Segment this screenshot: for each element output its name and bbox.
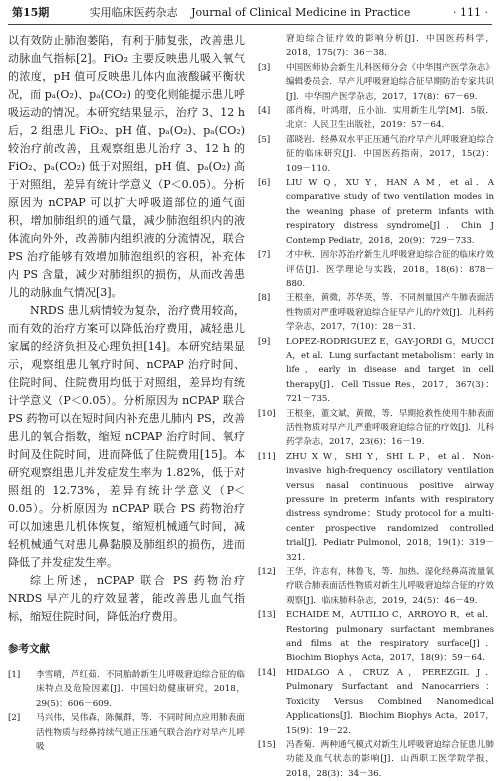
reference-text: 中国医师协会新生儿科医师分会《中华围产医学杂志》编辑委员会．早产儿呼吸窘迫综合征早期防治专家共识[J]．中华围产医学杂志，2017，17(8)：67－69. [286, 62, 494, 102]
reference-number: [9] [258, 336, 271, 347]
reference-text: 才中秋．固尔苏治疗新生儿呼吸窘迫综合征的临床疗效评估[J]．医学理论与实践，2018，18(6)：878－880. [286, 250, 494, 289]
reference-number: [11] [258, 451, 276, 462]
reference-text: LIU W Q，XU Y，HAN A M，et al．A comparative study of two ventilation modes in the weaning phase of preterm infants with respiratory distress syndrome[J]．Chin J Contemp Pediatr，2018，20(9)：729－733. [286, 178, 494, 246]
reference-item [258, 61, 494, 104]
reference-number: [12] [258, 567, 276, 578]
reference-number: [13] [258, 610, 276, 621]
reference-item [258, 32, 494, 61]
reference-text: 李雪晴，芦红茹．不同胎龄新生儿呼吸窘迫综合征的临床特点及危险因素[J]．中国妇幼健康研究，2018，29(5)：606－609. [36, 670, 245, 709]
reference-number: [8] [258, 293, 271, 304]
reference-number: [15] [258, 739, 276, 750]
reference-number: [2] [8, 713, 21, 724]
reference-number: [7] [258, 250, 271, 261]
reference-text: HIDALGO A，CRUZ A，PEREZGIL J．Pulmonary Surfactant and Nanocarriers：Toxicity Versus Combined Nanomedical Applications[J]．Biochim Biophys Acta，2017，15(9)：19－22. [286, 667, 494, 736]
reference-number: [10] [258, 408, 276, 419]
reference-text: 窘迫综合征疗效的影响分析[J]．中国医药科学，2018，175(7)：36－38. [286, 34, 494, 59]
reference-item [258, 565, 494, 608]
reference-number: [3] [258, 62, 271, 73]
body-paragraph-1: 以有效防止肺泡萎陷，有利于肺复张，改善患儿动脉血气指标[2]。FiO₂ 主要反映患儿吸入氧气的浓度，pH 值可反映患儿体内血液酸碱平衡状况，而 pₐ(O₂)、pₐ(CO₂) 的变化则能提示患儿呼吸运动的情况。本研究结果显示，治疗 3、12 h 后，2 组患儿 FiO₂、pH 值、pₐ(O₂)、pₐ(CO₂) 较治疗前改善，且观察组患儿治疗 3、12 h 的 FiO₂、pₐ(CO₂) 低于对照组，pH 值、pₐ(O₂) 高于对照组，差异有统计学意义（P＜0.05）。分析原因为 nCPAP 可以扩大呼吸道部位的通气面积，增加肺组织的通气量，减少肺泡组织内的液体流向外外，改善肺内组织液的分流情况，联合 PS 治疗能够有效增加肺泡组织的容积，补充体内 PS 含量，减少对肺组织的损伤，从而改善患儿的动脉血气情况[3]。 [8, 34, 245, 299]
journal-title-en: Journal of Clinical Medicine in Practice [191, 6, 411, 19]
journal-title-cn: 实用临床医药杂志 [89, 6, 178, 19]
issue-number: 第15期 [12, 6, 50, 19]
reference-item [258, 738, 494, 781]
body-paragraph-3: 综上所述，nCPAP 联合 PS 药物治疗 NRDS 早产儿的疗效显著，能改善患儿血气指标，缩短住院时间，降低治疗费用。 [8, 574, 245, 623]
body-paragraph-2: NRDS 患儿病情较为复杂，治疗费用较高，而有效的治疗方案可以降低治疗费用，减轻患儿家属的经济负担及心理负担[14]。本研究结果显示，观察组患儿氧疗时间、nCPAP 治疗时间、住院时间、住院费用均低于对照组，差异均有统计学意义（P＜0.05）。分析原因为 nCPAP 联合 PS 药物可以在短时间内补充患儿肺内 PS，改善患儿的氧合指数，缩短 nCPAP 治疗时间、氧疗时间及住院时间，进而降低了住院费用[15]。本研究观察组患儿并发症发生率为 1.82%，低于对照组的 12.73%，差异有统计学意义（P＜0.05）。分析原因为 nCPAP 联合 PS 药物治疗可以加速患儿机体恢复，缩短机械通气时间，减轻机械通气对患儿鼻黏膜及肺组织的损伤，进而降低了并发症发生率。 [8, 304, 245, 569]
left-column [8, 32, 245, 754]
references-title: 参考文献 [8, 643, 50, 655]
reference-number: [14] [258, 667, 276, 678]
reference-item [258, 133, 494, 176]
references-list-left [8, 668, 245, 754]
reference-item [258, 450, 494, 565]
reference-number: [6] [258, 178, 271, 189]
page-number: · 111 · [453, 6, 488, 19]
reference-item [258, 248, 494, 291]
reference-item [258, 407, 494, 450]
reference-item [258, 291, 494, 334]
reference-text: 王根奎，黄微，苏华英，等．不同剂量国产牛肺表面活性物质对严重呼吸窘迫综合征早产儿的疗效[J]．儿科药学杂志，2017，7(10)：28－31. [286, 293, 494, 333]
journal-title [8, 2, 492, 24]
reference-text: 马兴伟，吴伟森，陈佩群，等．不同时间点应用肺表面活性物质与经鼻持续气道正压通气联合治疗对早产儿呼吸 [36, 713, 245, 753]
reference-text: 王华，许志有，林鲁飞，等．加热、湿化经鼻高流量氧疗联合肺表面活性物质对新生儿呼吸窘迫综合征的疗效观察[J]．临床肺科杂志，2019，24(5)：46－49. [286, 567, 494, 606]
reference-text: LOPEZ-RODRIGUEZ E，GAY-JORDI G，MUCCI A，et al．Lung surfactant metabolism：early in life，early in disease and target in cell therapy[J]．Cell Tissue Res，2017，367(3)：721－735. [286, 336, 494, 405]
references-list-right [258, 32, 494, 781]
reference-item [258, 608, 494, 666]
reference-item [258, 666, 494, 738]
running-header [8, 2, 492, 25]
reference-number: [4] [258, 106, 271, 117]
reference-item [8, 711, 245, 754]
reference-number: [5] [258, 134, 271, 145]
reference-text: 冯香菊．两种通气模式对新生儿呼吸窘迫综合征患儿肺功能及血气状态的影响[J]．山西职工医学院学报，2018，28(3)：34－36. [286, 739, 494, 779]
reference-item [258, 176, 494, 248]
reference-text: 邵晓岩．经鼻双水平正压通气治疗早产儿呼吸窘迫综合征的临床研究[J]．中国医药指南，2017，15(2)：109－110. [286, 134, 494, 174]
reference-item [8, 668, 245, 711]
reference-item [258, 335, 494, 407]
reference-text: 邵肖梅，叶鸿瑁，丘小汕．实用新生儿学[M]．5版．北京：人民卫生出版社，2019：57－64. [286, 106, 494, 131]
reference-text: ECHAIDE M，AUTILIO C，ARROYO R，et al．Restoring pulmonary surfactant membranes and films at the respiratory surface[J]．Biochim Biophys Acta，2017，18(9)：59－64. [286, 610, 494, 664]
reference-item [258, 104, 494, 133]
reference-text: ZHU X W，SHI Y，SHI L P，et al．Non-invasive high-frequency oscillatory ventilation versus nasal continuous positive airway pressure in preterm infants with respiratory distress syndrome：Study protocol for a multi-center prospective randomized controlled trial[J]．Pediatr Pulmonol，2018，19(1)：319－321. [286, 451, 494, 563]
reference-number: [1] [8, 670, 21, 680]
reference-text: 王根奎，董文斌，黄微，等．早期抢救性使用牛肺表面活性物质对早产儿严重呼吸窘迫综合征的疗效[J]．儿科药学杂志，2017，23(6)：16－19. [286, 408, 494, 448]
